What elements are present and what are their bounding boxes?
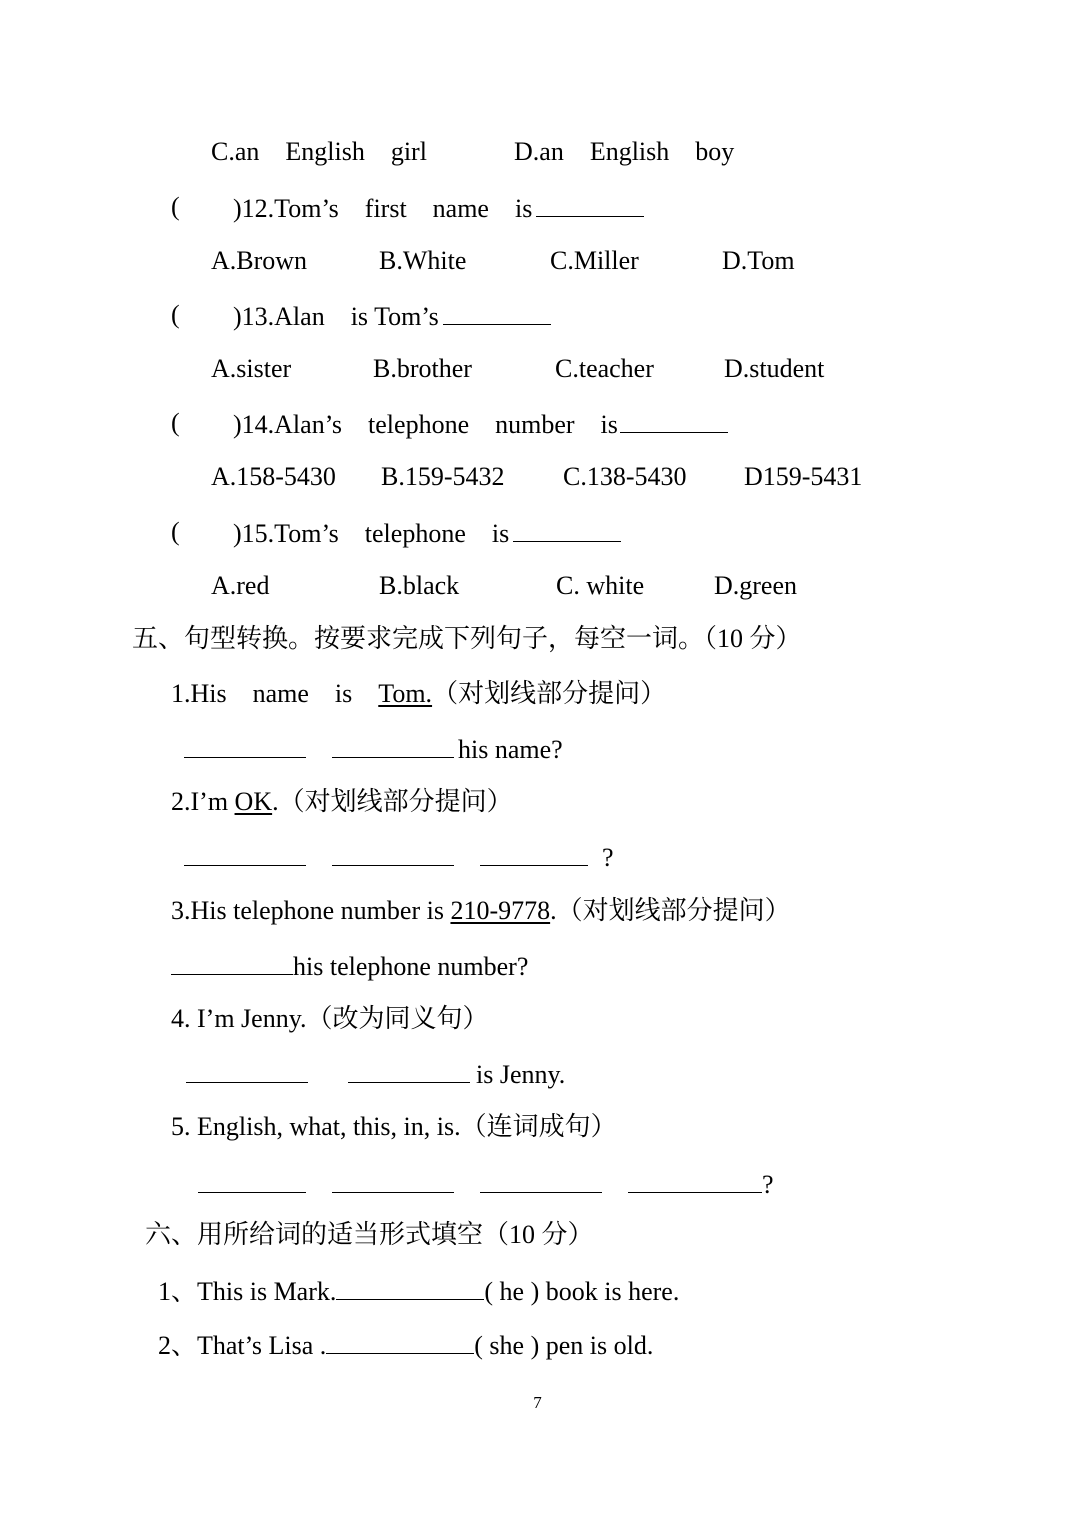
s5-4-tail: is Jenny. (476, 1060, 566, 1089)
q12-blank[interactable] (536, 192, 644, 217)
q13-option-a: A.sister (211, 354, 292, 383)
s5-sentence-5: 5. English, what, this, in, is.（连词成句） (171, 1112, 617, 1141)
q12-stem (233, 192, 644, 224)
q12-option-c: C.Miller (550, 246, 639, 275)
q14-stem (233, 408, 728, 440)
s6-1-blank[interactable] (336, 1275, 484, 1300)
s5-5-tail: ? (762, 1170, 774, 1199)
q15-option-c: C. white (556, 571, 645, 600)
s5-3-tail: his telephone number? (293, 952, 529, 981)
s5-2-underlined: OK (234, 787, 273, 816)
section-6-heading: 六、用所给词的适当形式填空（10 分） (145, 1220, 594, 1249)
q11-option-c: C.an English girl (211, 137, 427, 166)
s5-4-blank-2[interactable] (348, 1058, 470, 1083)
q13-option-b: B.brother (373, 354, 472, 383)
q15-stem-text: )15.Tom’s telephone is (233, 519, 510, 548)
q13-stem-text: )13.Alan is Tom’s (233, 302, 439, 331)
s5-5-blank-3[interactable] (480, 1168, 602, 1193)
s5-1-blank-1[interactable] (184, 733, 306, 758)
q14-stem-text: )14.Alan’s telephone number is (233, 410, 618, 439)
s5-4-blank-1[interactable] (186, 1058, 308, 1083)
s5-sentence-3 (171, 896, 791, 926)
s5-2-note: .（对划线部分提问） (272, 787, 513, 816)
s6-1-pre: 1、This is Mark. (158, 1277, 337, 1306)
s5-answer-3 (171, 950, 528, 982)
s5-1-underlined: Tom. (378, 679, 433, 708)
q12-option-b: B.White (379, 246, 467, 275)
s5-2-pre: 2.I’m (171, 787, 235, 816)
q15-option-b: B.black (379, 571, 460, 600)
q14-option-a: A.158-5430 (211, 462, 336, 491)
s6-2-blank[interactable] (326, 1329, 474, 1354)
section-5-heading: 五、句型转换。按要求完成下列句子，每空一词。（10 分） (132, 624, 802, 653)
q15-blank[interactable] (513, 517, 621, 542)
s5-1-note: （对划线部分提问） (432, 679, 667, 708)
s5-sentence-1 (171, 679, 666, 709)
q14-answer-paren: ( (171, 408, 180, 437)
s6-item-1 (158, 1275, 679, 1307)
s5-2-blank-1[interactable] (184, 841, 306, 866)
q13-option-d: D.student (724, 354, 825, 383)
s5-3-note: .（对划线部分提问） (550, 896, 791, 925)
q13-stem (233, 300, 551, 332)
s5-answer-5 (198, 1168, 774, 1200)
s5-1-tail: his name? (458, 735, 563, 764)
q15-option-a: A.red (211, 571, 270, 600)
s5-2-blank-3[interactable] (480, 841, 588, 866)
q14-option-c: C.138-5430 (563, 462, 687, 491)
s5-sentence-2 (171, 787, 513, 817)
s5-5-blank-1[interactable] (198, 1168, 306, 1193)
q14-option-d: D159-5431 (744, 462, 863, 491)
q13-blank[interactable] (443, 300, 551, 325)
s6-1-post: ( he ) book is here. (484, 1277, 680, 1306)
s5-5-blank-4[interactable] (628, 1168, 762, 1193)
s5-3-pre: 3.His telephone number is (171, 896, 451, 925)
s5-1-pre: 1.His name is (171, 679, 379, 708)
s5-answer-4 (186, 1058, 565, 1090)
q15-option-d: D.green (714, 571, 798, 600)
s5-3-blank-1[interactable] (171, 950, 293, 975)
s6-item-2 (158, 1329, 653, 1361)
q12-option-a: A.Brown (211, 246, 308, 275)
q11-option-d: D.an English boy (514, 137, 735, 166)
s5-2-tail: ? (602, 843, 614, 872)
s5-1-blank-2[interactable] (332, 733, 454, 758)
s6-2-pre: 2、That’s Lisa . (158, 1331, 327, 1360)
q15-answer-paren: ( (171, 517, 180, 546)
q14-blank[interactable] (620, 408, 728, 433)
s5-answer-1 (184, 733, 563, 765)
s5-sentence-4: 4. I’m Jenny.（改为同义句） (171, 1004, 489, 1033)
q14-option-b: B.159-5432 (381, 462, 505, 491)
q13-answer-paren: ( (171, 300, 180, 329)
s5-3-underlined: 210-9778 (450, 896, 551, 925)
q12-stem-text: )12.Tom’s first name is (233, 194, 533, 223)
q15-stem (233, 517, 621, 549)
q12-option-d: D.Tom (722, 246, 795, 275)
s5-5-blank-2[interactable] (332, 1168, 454, 1193)
q13-option-c: C.teacher (555, 354, 654, 383)
s6-2-post: ( she ) pen is old. (474, 1331, 654, 1360)
s5-answer-2 (184, 841, 614, 873)
q12-answer-paren: ( (171, 192, 180, 221)
s5-2-blank-2[interactable] (332, 841, 454, 866)
page-number: 7 (533, 1393, 542, 1412)
